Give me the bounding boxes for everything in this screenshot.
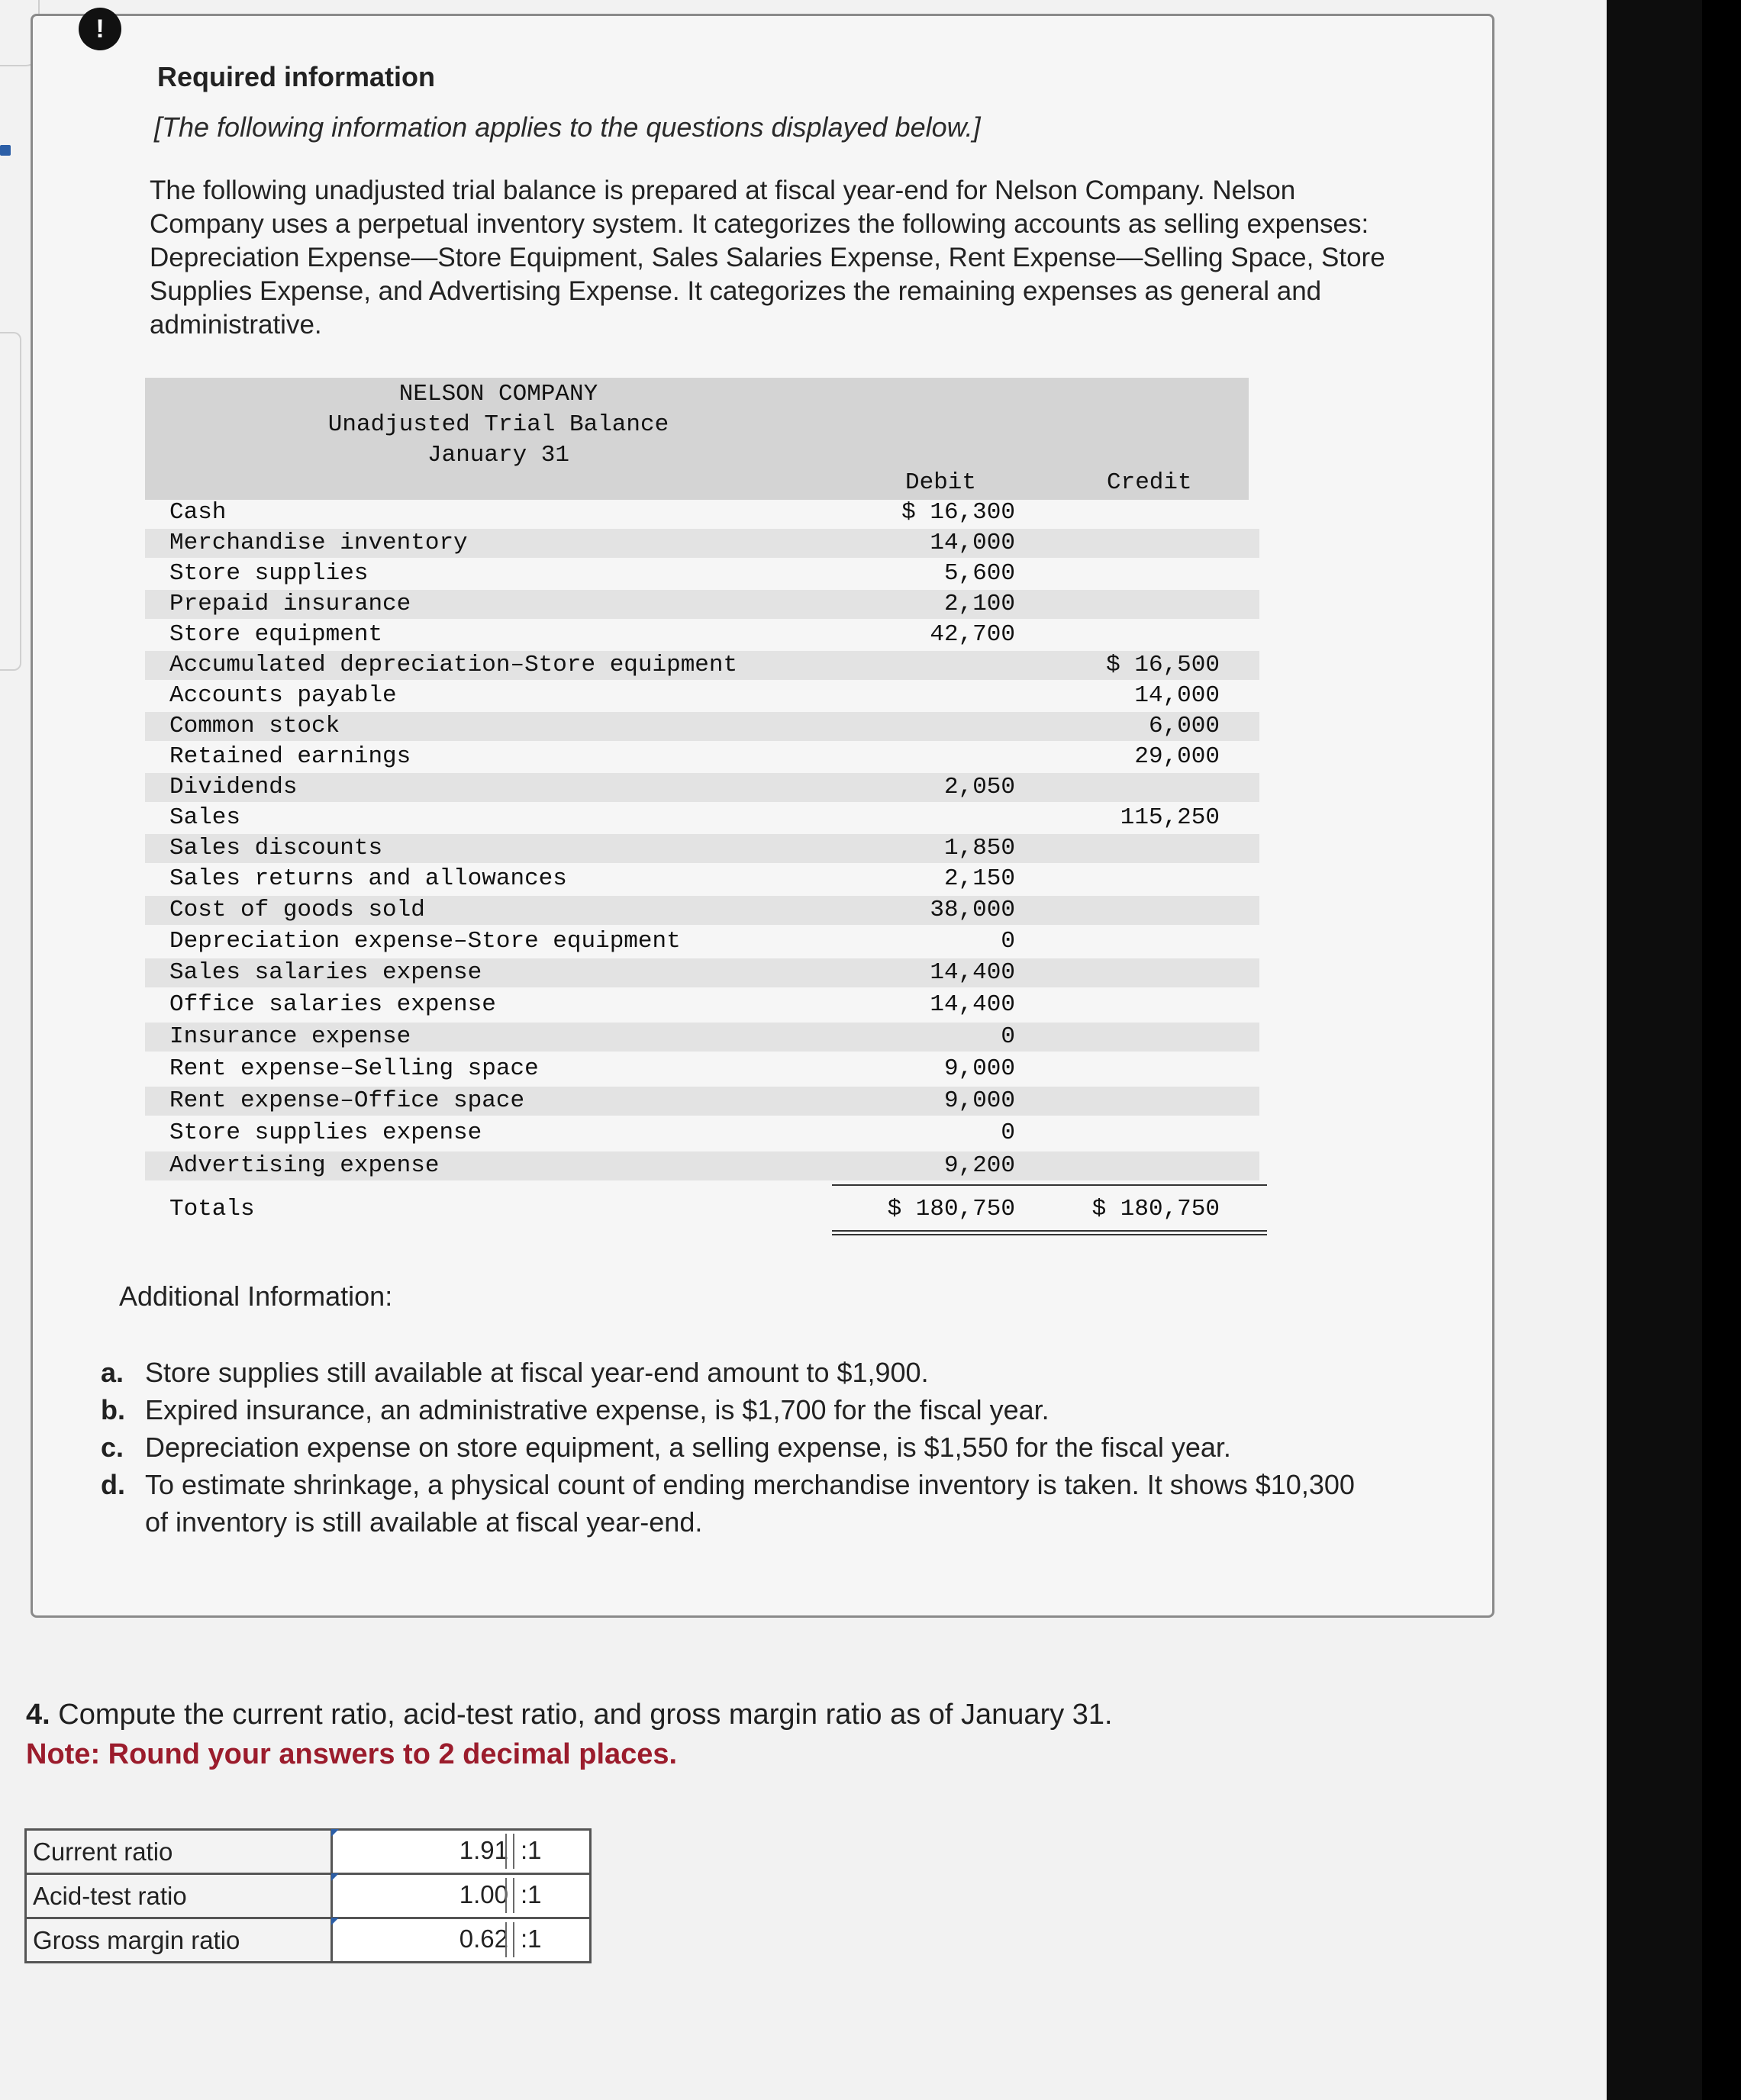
debit-amount: 2,150 [943, 865, 1015, 892]
account-name: Store supplies expense [169, 1119, 482, 1146]
table-row [145, 559, 1259, 588]
debit-amount: 14,400 [930, 991, 1015, 1018]
account-name: Depreciation expense–Store equipment [169, 928, 681, 955]
table-row [145, 1119, 1259, 1148]
ratio-suffix: :1 [521, 1924, 542, 1953]
account-name: Retained earnings [169, 743, 411, 770]
debit-amount: 38,000 [930, 897, 1015, 923]
account-name: Store supplies [169, 560, 369, 587]
credit-amount: $ 16,500 [1106, 652, 1220, 678]
account-name: Accounts payable [169, 682, 397, 709]
table-row [145, 529, 1259, 558]
account-name: Common stock [169, 713, 340, 739]
credit-amount: 115,250 [1120, 804, 1220, 831]
list-item [101, 1354, 1368, 1391]
screen-edge-dark [1702, 0, 1741, 2100]
company-name: NELSON COMPANY [398, 381, 598, 407]
intro-paragraph: The following unadjusted trial balance is prepared at fiscal year-end for Nelson Company. Nelson Company uses a perpetual inventory system. It categorizes the following accounts as selling expenses: Depreciation Expense—Store Equipment, Sales Salaries Expense, Rent Expense—Selling Space, Store Supplies Expense, and Advertising Expense. It categorizes the remaining expenses as general and administrative. [150, 176, 1385, 340]
item-text: Expired insurance, an administrative expense, is $1,700 for the fiscal year. [145, 1394, 1049, 1425]
question-prompt [26, 1699, 1113, 1731]
table-row [145, 927, 1259, 956]
debit-amount: 9,000 [943, 1087, 1015, 1114]
account-name: Prepaid insurance [169, 591, 411, 617]
debit-amount: 5,600 [943, 560, 1015, 587]
account-name: Cost of goods sold [169, 897, 425, 923]
statement-title: Unadjusted Trial Balance [327, 411, 669, 438]
account-name: Sales [169, 804, 241, 831]
answer-label: Gross margin ratio [26, 1918, 332, 1963]
answer-cell [332, 1918, 591, 1963]
table-row [26, 1830, 591, 1874]
debit-amount: 9,200 [943, 1152, 1015, 1179]
question-number: 4. [26, 1699, 50, 1731]
account-name: Sales returns and allowances [169, 865, 567, 892]
table-row [145, 958, 1259, 987]
table-row [145, 865, 1259, 894]
ratio-suffix: :1 [521, 1880, 542, 1908]
debit-header: Debit [905, 469, 977, 496]
gross-margin-ratio-input[interactable]: 0.62 [459, 1924, 508, 1953]
credit-amount: 14,000 [1134, 682, 1220, 709]
input-box-edge [505, 1922, 514, 1957]
table-row [145, 651, 1259, 680]
table-row [145, 590, 1259, 619]
input-box-edge [505, 1834, 514, 1869]
acid-test-ratio-input[interactable]: 1.00 [459, 1880, 508, 1908]
table-row [145, 498, 1259, 527]
debit-amount: 1,850 [943, 835, 1015, 862]
item-letter: d. [101, 1469, 125, 1500]
table-row [26, 1874, 591, 1918]
table-row [145, 896, 1259, 925]
item-text: Depreciation expense on store equipment, a selling expense, is $1,550 for the fiscal year. [145, 1432, 1231, 1463]
current-ratio-input[interactable]: 1.91 [459, 1836, 508, 1864]
debit-amount: 0 [1001, 1023, 1015, 1050]
table-row [145, 712, 1259, 741]
table-row [145, 620, 1259, 649]
account-name: Rent expense–Office space [169, 1087, 525, 1114]
credit-amount: 6,000 [1148, 713, 1220, 739]
answer-table [24, 1828, 592, 1963]
item-text: To estimate shrinkage, a physical count of ending merchandise inventory is taken. It shows $10,300 of inventory is still available at fiscal year-end. [145, 1469, 1355, 1538]
list-item [101, 1428, 1368, 1466]
question-text: Compute the current ratio, acid-test ratio, and gross margin ratio as of January 31. [58, 1699, 1113, 1731]
table-row [145, 1023, 1259, 1052]
account-name: Cash [169, 499, 227, 526]
item-letter: b. [101, 1394, 125, 1425]
list-item [101, 1466, 1368, 1541]
table-row [145, 773, 1259, 802]
account-name: Sales salaries expense [169, 959, 482, 986]
totals-label: Totals [169, 1196, 255, 1222]
debit-amount: 0 [1001, 1119, 1015, 1146]
debit-amount: $ 16,300 [901, 499, 1015, 526]
account-name: Advertising expense [169, 1152, 440, 1179]
additional-info-title: Additional Information: [119, 1280, 393, 1312]
statement-date: January 31 [427, 442, 570, 469]
required-info-subtitle: [The following information applies to the questions displayed below.] [154, 111, 981, 143]
debit-amount: 9,000 [943, 1055, 1015, 1082]
account-name: Rent expense–Selling space [169, 1055, 539, 1082]
debit-amount: 42,700 [930, 621, 1015, 648]
subtotal-rule [832, 1184, 1267, 1186]
credit-amount: 29,000 [1134, 743, 1220, 770]
account-name: Merchandise inventory [169, 530, 468, 556]
left-nav-marker[interactable] [0, 145, 11, 156]
account-name: Insurance expense [169, 1023, 411, 1050]
additional-info-list [101, 1354, 1368, 1541]
table-row [145, 804, 1259, 833]
item-letter: c. [101, 1432, 124, 1463]
credit-total: $ 180,750 [1091, 1196, 1220, 1222]
question-note: Note: Round your answers to 2 decimal places. [26, 1738, 678, 1770]
table-row [145, 1087, 1259, 1116]
item-text: Store supplies still available at fiscal year-end amount to $1,900. [145, 1357, 929, 1388]
table-row [145, 1151, 1259, 1180]
table-row [145, 834, 1259, 863]
totals-row [145, 1195, 1259, 1224]
answer-label: Acid-test ratio [26, 1874, 332, 1918]
debit-amount: 14,400 [930, 959, 1015, 986]
list-item [101, 1391, 1368, 1428]
account-name: Accumulated depreciation–Store equipment [169, 652, 738, 678]
account-name: Dividends [169, 774, 298, 800]
table-row [145, 681, 1259, 710]
answer-cell [332, 1874, 591, 1918]
answer-cell [332, 1830, 591, 1874]
debit-total: $ 180,750 [887, 1196, 1015, 1222]
debit-amount: 2,050 [943, 774, 1015, 800]
item-letter: a. [101, 1357, 124, 1388]
debit-amount: 0 [1001, 928, 1015, 955]
table-row [145, 1055, 1259, 1084]
debit-amount: 2,100 [943, 591, 1015, 617]
input-box-edge [505, 1878, 514, 1913]
ratio-suffix: :1 [521, 1836, 542, 1864]
account-name: Store equipment [169, 621, 383, 648]
double-total-rule [832, 1230, 1267, 1235]
account-name: Sales discounts [169, 835, 383, 862]
table-row [145, 990, 1259, 1019]
table-row [145, 742, 1259, 771]
alert-icon: ! [79, 8, 121, 50]
table-row [26, 1918, 591, 1963]
debit-amount: 14,000 [930, 530, 1015, 556]
account-name: Office salaries expense [169, 991, 496, 1018]
credit-header: Credit [1107, 469, 1192, 496]
trial-balance-header [145, 378, 1249, 500]
answer-label: Current ratio [26, 1830, 332, 1874]
required-info-title: Required information [157, 61, 436, 92]
